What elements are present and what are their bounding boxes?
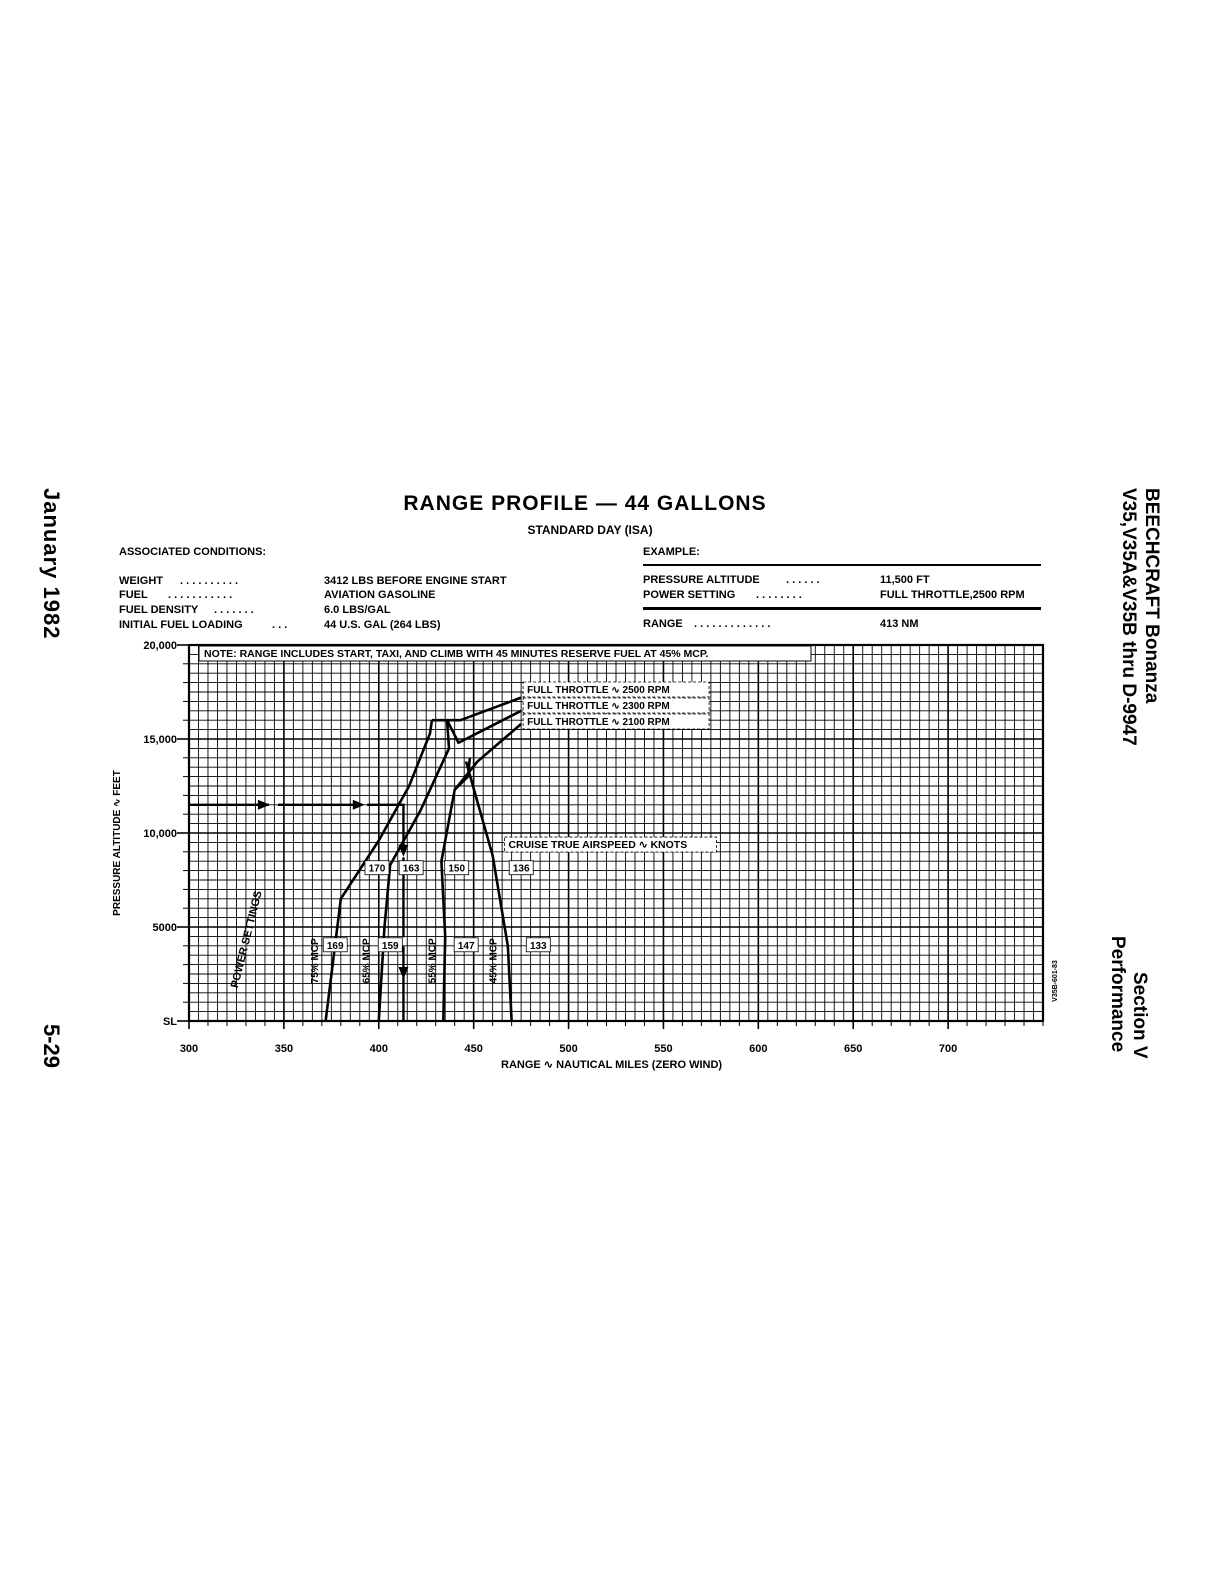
example-range-value: 413 NM [880, 618, 919, 630]
power-settings-label: POWER SETTINGS [228, 889, 265, 990]
conditions-heading: ASSOCIATED CONDITIONS: [119, 546, 267, 558]
series-label: FULL THROTTLE ∿ 2500 RPM [527, 685, 670, 696]
airspeed-tag: 159 [381, 940, 399, 952]
airspeed-tag: 170 [368, 863, 386, 875]
example-range-label: RANGE [643, 618, 683, 630]
cond-dots: . . . . . . . . . . [180, 575, 239, 587]
airspeed-label: CRUISE TRUE AIRSPEED ∿ KNOTS [508, 839, 688, 852]
labels [112, 640, 1059, 1071]
x-tick-label: 500 [559, 1043, 578, 1055]
y-tick-label: 10,000 [143, 828, 177, 840]
y-tick-label: SL [162, 1016, 177, 1028]
series-line [447, 711, 521, 743]
chart-subtitle: STANDARD DAY (ISA) [527, 523, 653, 537]
aircraft-title: BEECHCRAFT Bonanza [1141, 488, 1162, 704]
mcp-label: 55% MCP [427, 938, 439, 984]
example-label: PRESSURE ALTITUDE [643, 574, 760, 586]
y-tick-label: 15,000 [143, 734, 177, 746]
cond-value: 44 U.S. GAL (264 LBS) [324, 619, 441, 631]
example-arrow [353, 800, 365, 810]
y-tick-label: 5000 [152, 922, 177, 934]
series-label: FULL THROTTLE ∿ 2100 RPM [527, 717, 670, 728]
example-value: FULL THROTTLE,2500 RPM [880, 589, 1025, 601]
cond-label: FUEL DENSITY [119, 604, 199, 616]
cond-dots: . . . . . . . . . . . [168, 589, 233, 601]
airspeed-tag: 133 [529, 940, 547, 952]
example-dots: . . . . . . . . [756, 589, 802, 601]
cond-dots: . . . . . . . [214, 604, 254, 616]
example-range-dots: . . . . . . . . . . . . . [694, 618, 771, 630]
x-tick-label: 550 [654, 1043, 673, 1055]
x-tick-label: 300 [179, 1043, 199, 1055]
example-label: POWER SETTING [643, 589, 736, 601]
x-tick-label: 600 [749, 1043, 768, 1055]
series-label: FULL THROTTLE ∿ 2300 RPM [527, 701, 670, 712]
chart-title: RANGE PROFILE — 44 GALLONS [403, 492, 767, 515]
x-tick-label: 350 [274, 1043, 294, 1055]
example-heading: EXAMPLE: [643, 546, 700, 558]
cond-value: 6.0 LBS/GAL [324, 604, 391, 616]
mcp-label: 45% MCP [488, 938, 500, 984]
note-text: NOTE: RANGE INCLUDES START, TAXI, AND CLIMB WITH 45 MINUTES RESERVE FUEL AT 45% MCP. [204, 648, 709, 660]
cond-label: INITIAL FUEL LOADING [119, 619, 243, 631]
airspeed-tag: 169 [326, 940, 344, 952]
cond-label: FUEL [119, 589, 148, 601]
airspeed-tag: 147 [457, 940, 475, 952]
y-tick-label: 20,000 [143, 640, 177, 652]
section-label: Section V [1129, 972, 1150, 1059]
cond-value: AVIATION GASOLINE [324, 589, 436, 601]
page-date: January 1982 [39, 488, 64, 640]
x-tick-label: 700 [938, 1043, 958, 1055]
airspeed-tag: 163 [402, 863, 420, 875]
example-arrow [258, 800, 270, 810]
mcp-label: 75% MCP [310, 938, 322, 984]
x-tick-label: 400 [369, 1043, 388, 1055]
x-tick-label: 450 [464, 1043, 483, 1055]
cond-label: WEIGHT [119, 575, 163, 587]
cond-dots: . . . [272, 619, 288, 631]
y-axis-title: PRESSURE ALTITUDE ∿ FEET [112, 770, 123, 916]
example-value: 11,500 FT [880, 574, 930, 586]
figure-code: V35B-601-83 [1052, 960, 1059, 1002]
mcp-label: 65% MCP [361, 938, 373, 984]
cond-value: 3412 LBS BEFORE ENGINE START [324, 575, 507, 587]
example-dots: . . . . . . [786, 574, 820, 586]
page-number: 5-29 [39, 1024, 64, 1069]
x-axis-title: RANGE ∿ NAUTICAL MILES (ZERO WIND) [501, 1059, 723, 1071]
x-tick-label: 650 [844, 1043, 863, 1055]
airspeed-tag: 136 [512, 863, 530, 875]
example-path [189, 805, 403, 1021]
airspeed-tag: 150 [448, 863, 466, 875]
aircraft-models: V35,V35A&V35B thru D-9947 [1118, 488, 1139, 746]
section-name: Performance [1107, 936, 1128, 1053]
